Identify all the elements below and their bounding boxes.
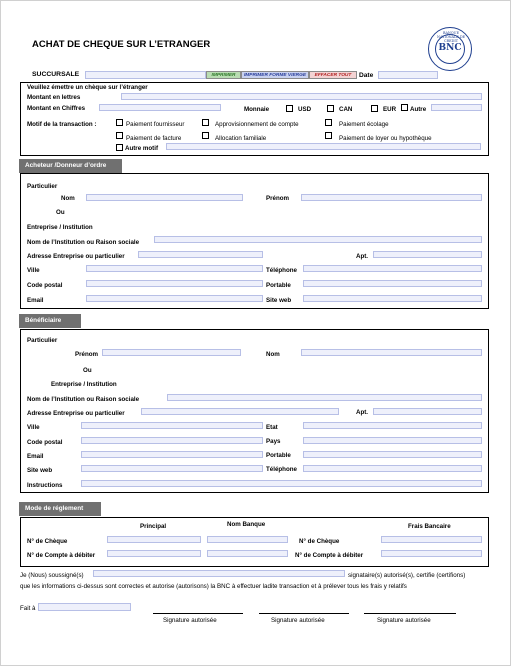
acheteur-telephone-input[interactable]	[303, 265, 482, 272]
benef-prenom-input[interactable]	[102, 349, 241, 356]
signature-label-3: Signature autorisée	[377, 617, 431, 624]
acheteur-siteweb-label: Site web	[266, 297, 292, 304]
reglement-heading: Mode de réglement	[19, 502, 101, 516]
benef-code-postal-label: Code postal	[27, 439, 63, 446]
acheteur-nom-label: Nom	[61, 195, 75, 202]
declaration-text: que les informations ci-dessus sont correctes et autorise (autorisons) la BNC à effectuer ladite transaction et à prélever tous les frais y relatifs	[20, 583, 407, 590]
acheteur-code-postal-label: Code postal	[27, 282, 63, 289]
benef-apt-label: Apt.	[356, 409, 369, 416]
benef-ou-label: Ou	[83, 367, 92, 374]
benef-code-postal-input[interactable]	[81, 437, 263, 444]
acheteur-nom-institution-label: Nom de l’Institution ou Raison sociale	[27, 239, 140, 246]
nom-banque-header: Nom Banque	[227, 521, 266, 528]
motif-loyer-label: Paiement de loyer ou hypothèque	[339, 135, 432, 142]
montant-chiffres-input[interactable]	[99, 104, 221, 111]
acheteur-nom-institution-input[interactable]	[154, 236, 482, 243]
benef-prenom-label: Prénom	[75, 351, 99, 358]
succursale-label: SUCCURSALE	[32, 71, 80, 78]
acheteur-portable-input[interactable]	[303, 280, 482, 287]
acheteur-adresse-input[interactable]	[138, 251, 263, 258]
benef-pays-input[interactable]	[303, 437, 482, 444]
motif-label: Motif de la transaction :	[27, 121, 97, 128]
motif-appro-checkbox[interactable]	[202, 119, 209, 126]
acheteur-code-postal-input[interactable]	[86, 280, 263, 287]
autre-checkbox[interactable]	[401, 104, 408, 111]
print-blank-button[interactable]: IMPRIMER FORME VIERGE	[241, 71, 309, 79]
benef-entreprise-label: Entreprise / Institution	[51, 381, 117, 388]
usd-label: USD	[298, 106, 312, 113]
montant-lettres-input[interactable]	[121, 93, 482, 100]
benef-apt-input[interactable]	[373, 408, 482, 415]
benef-email-label: Email	[27, 453, 44, 460]
acheteur-email-input[interactable]	[86, 295, 263, 302]
benef-adresse-input[interactable]	[141, 408, 339, 415]
motif-facture-checkbox[interactable]	[116, 132, 123, 139]
bnc-logo: BNC BANQUE NATIONALE DE CREDIT	[428, 27, 472, 71]
autre-label: Autre	[410, 106, 427, 113]
date-input[interactable]	[378, 71, 438, 79]
montant-chiffres-label: Montant en Chiffres	[27, 105, 86, 112]
nom-banque-compte-input[interactable]	[207, 550, 288, 557]
fait-a-input[interactable]	[38, 603, 131, 611]
benef-telephone-input[interactable]	[303, 465, 482, 472]
acheteur-nom-input[interactable]	[86, 194, 243, 201]
signature-line-1	[153, 613, 243, 614]
motif-appro-label: Approvisionnement de compte	[215, 121, 299, 128]
motif-allocation-label: Allocation familiale	[215, 135, 267, 142]
benef-etat-label: Etat	[266, 424, 278, 431]
acheteur-portable-label: Portable	[266, 282, 291, 289]
frais-cheque-label: N° de Chèque	[299, 538, 340, 545]
soussigne-input[interactable]	[93, 570, 345, 577]
frais-cheque-input[interactable]	[381, 536, 482, 543]
frais-compte-label: N° de Compte à débiter	[295, 552, 364, 559]
motif-allocation-checkbox[interactable]	[202, 132, 209, 139]
principal-cheque-input[interactable]	[107, 536, 201, 543]
benef-adresse-label: Adresse Entreprise ou particulier	[27, 410, 125, 417]
principal-compte-label: N° de Compte à débiter	[27, 552, 96, 559]
can-checkbox[interactable]	[327, 105, 334, 112]
eur-label: EUR	[383, 106, 397, 113]
benef-particulier-label: Particulier	[27, 337, 58, 344]
acheteur-adresse-label: Adresse Entreprise ou particulier	[27, 253, 125, 260]
benef-portable-label: Portable	[266, 452, 291, 459]
acheteur-particulier-label: Particulier	[27, 183, 58, 190]
motif-loyer-checkbox[interactable]	[325, 132, 332, 139]
signature-line-2	[259, 613, 349, 614]
usd-checkbox[interactable]	[286, 105, 293, 112]
acheteur-prenom-label: Prénom	[266, 195, 290, 202]
acheteur-entreprise-label: Entreprise / Institution	[27, 224, 93, 231]
signature-label-1: Signature autorisée	[163, 617, 217, 624]
acheteur-siteweb-input[interactable]	[303, 295, 482, 302]
benef-pays-label: Pays	[266, 438, 281, 445]
benef-telephone-label: Téléphone	[266, 466, 297, 473]
benef-instructions-label: Instructions	[27, 482, 63, 489]
benef-portable-input[interactable]	[303, 451, 482, 458]
benef-siteweb-input[interactable]	[81, 465, 263, 472]
motif-autre-checkbox[interactable]	[116, 144, 123, 151]
motif-ecolage-label: Paiement écolage	[339, 121, 389, 128]
acheteur-email-label: Email	[27, 297, 44, 304]
signature-label-2: Signature autorisée	[271, 617, 325, 624]
acheteur-telephone-label: Téléphone	[266, 267, 297, 274]
benef-etat-input[interactable]	[303, 422, 482, 429]
motif-autre-input[interactable]	[166, 143, 481, 150]
motif-fournisseur-checkbox[interactable]	[116, 119, 123, 126]
principal-cheque-label: N° de Chèque	[27, 538, 68, 545]
motif-ecolage-checkbox[interactable]	[325, 119, 332, 126]
motif-fournisseur-label: Paiement fournisseur	[126, 121, 185, 128]
benef-nom-input[interactable]	[301, 349, 482, 356]
benef-nom-label: Nom	[266, 351, 280, 358]
benef-nom-institution-label: Nom de l’Institution ou Raison sociale	[27, 396, 140, 403]
benef-ville-label: Ville	[27, 424, 40, 431]
principal-compte-input[interactable]	[107, 550, 201, 557]
benef-nom-institution-input[interactable]	[167, 394, 482, 401]
acheteur-heading: Acheteur /Donneur d’ordre	[19, 159, 122, 173]
frais-bancaire-header: Frais Bancaire	[408, 523, 451, 530]
acheteur-ou-label: Ou	[56, 209, 65, 216]
benef-instructions-input[interactable]	[81, 480, 482, 487]
succursale-input[interactable]	[85, 71, 206, 79]
acheteur-apt-input[interactable]	[373, 251, 482, 258]
autre-monnaie-input[interactable]	[431, 104, 482, 111]
benef-ville-input[interactable]	[81, 422, 263, 429]
acheteur-prenom-input[interactable]	[301, 194, 482, 201]
nom-banque-cheque-input[interactable]	[207, 536, 288, 543]
clear-all-button[interactable]: EFFACER TOUT	[309, 71, 357, 79]
page-title: ACHAT DE CHEQUE SUR L’ETRANGER	[32, 39, 211, 50]
signataires-text: signataire(s) autorisé(s), certifie (certifions)	[348, 572, 466, 579]
acheteur-ville-input[interactable]	[86, 265, 263, 272]
request-intro: Veuillez émettre un chèque sur l’étranger	[27, 84, 148, 91]
motif-facture-label: Paiement de facture	[126, 135, 182, 142]
print-button[interactable]: IMPRIMER	[206, 71, 241, 79]
benef-siteweb-label: Site web	[27, 467, 53, 474]
can-label: CAN	[339, 106, 353, 113]
frais-compte-input[interactable]	[381, 550, 482, 557]
motif-autre-label: Autre motif	[125, 145, 158, 152]
date-label: Date	[359, 72, 374, 79]
principal-header: Principal	[140, 523, 167, 530]
je-nous-label: Je (Nous) soussigné(s)	[20, 572, 84, 579]
eur-checkbox[interactable]	[371, 105, 378, 112]
signature-line-3	[364, 613, 456, 614]
beneficiaire-heading: Bénéficiaire	[19, 314, 81, 328]
monnaie-label: Monnaie	[244, 106, 270, 113]
benef-email-input[interactable]	[81, 451, 263, 458]
acheteur-apt-label: Apt.	[356, 253, 369, 260]
fait-a-label: Fait à	[20, 605, 36, 612]
montant-lettres-label: Montant en lettres	[27, 94, 81, 101]
acheteur-ville-label: Ville	[27, 267, 40, 274]
